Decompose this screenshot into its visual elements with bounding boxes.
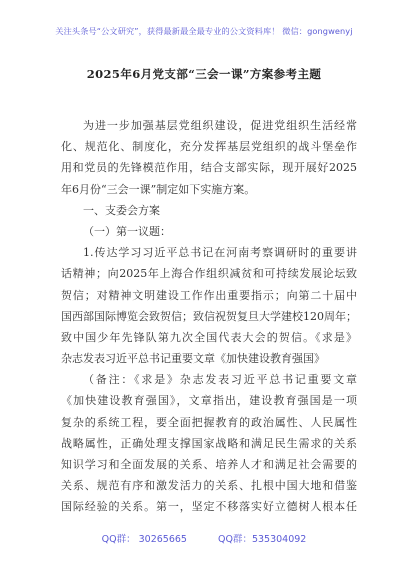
body-line: 用和党员的先锋模范作用，结合支部实际，现开展好2025 (61, 161, 357, 175)
body-line: 年6月份“三会一课”制定如下实施方案。 (61, 182, 256, 196)
contact-footer (0, 531, 408, 545)
body-line: 为进一步加强基层党组织建设，促进党组织生活经常 (83, 119, 357, 132)
body-line: 关系、规范有序和激发活力的关系、扎根中国大地和借鉴 (61, 479, 357, 493)
body-line: 国际经验的关系。第一，坚定不移落实好立德树人根本任 (61, 500, 357, 514)
body-line: 贺信；对精神文明建设工作作出重要指示；向第二十届中 (61, 288, 357, 302)
qq-group-1: QQ群： 30265665 (101, 534, 187, 545)
body-line: 话精神；向2025年上海合作组织减贫和可持续发展论坛致 (61, 267, 357, 281)
body-line: 国西部国际博览会致贺信；致信祝贺复旦大学建校120周年； (61, 309, 357, 323)
body-line: 化、规范化、制度化，充分发挥基层党组织的战斗堡垒作 (61, 140, 357, 154)
body-line: 复杂的系统工程，要全面把握教育的政治属性、人民属性 (61, 415, 357, 429)
document-body (61, 115, 357, 518)
subsection-heading: （一）第一议题： (83, 224, 171, 238)
promo-header: 关注头条号“公文研究”，获得最新最全最专业的公文资料库！ 微信：gongwenyj (55, 26, 353, 36)
body-line: 杂志发表习近平总书记重要文章《加快建设教育强国》 (61, 352, 325, 366)
body-line: 知识学习和全面发展的关系、培养人才和满足社会需要的 (61, 458, 357, 471)
body-line: 1.传达学习习近平总书记在河南考察调研时的重要讲 (83, 246, 357, 260)
body-line: 致中国少年先锋队第九次全国代表大会的贺信。《求是》 (61, 330, 357, 344)
body-line: （备注：《求是》杂志发表习近平总书记重要文章 (83, 373, 357, 387)
document-title: 2025年6月党支部“三会一课”方案参考主题 (86, 67, 322, 81)
qq-group-2: QQ群：535304092 (218, 534, 307, 545)
body-line: 《加快建设教育强国》，文章指出，建设教育强国是一项 (61, 394, 357, 408)
body-line: 战略属性，正确处理支撑国家战略和满足民生需求的关系 (61, 436, 357, 450)
section-heading: 一、支委会方案 (83, 203, 160, 217)
